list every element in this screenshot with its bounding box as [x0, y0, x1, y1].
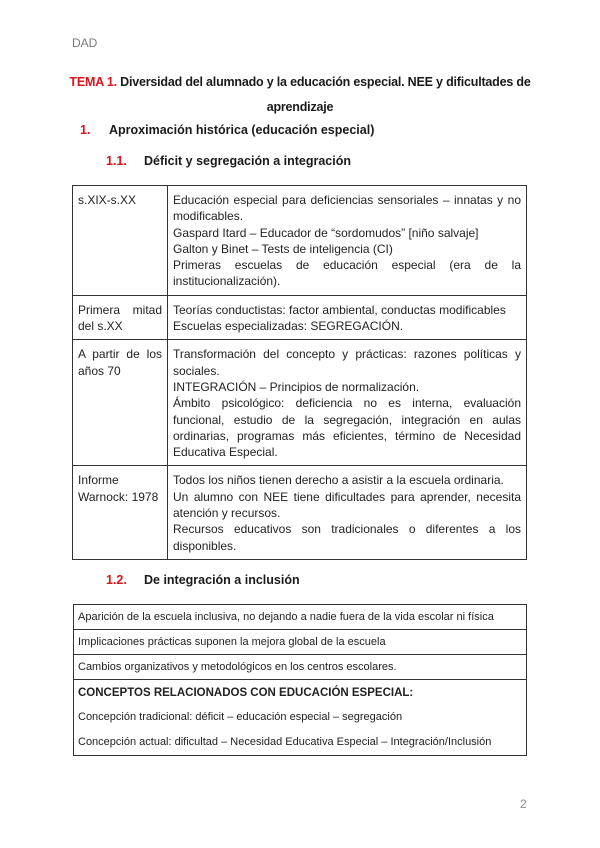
description-line: Ámbito psicológico: deficiencia no es interna, evaluación funcional, estudio de la segregación, integración en aulas ordinarias, programas más eficientes, término de Necesidad Educativa Especial. — [173, 396, 521, 460]
table-row — [73, 340, 527, 466]
document-title — [60, 70, 540, 120]
description-line: Primeras escuelas de educación especial (era de la institucionalización). — [173, 258, 521, 289]
page-number: 2 — [520, 797, 527, 811]
period-cell: s.XIX-s.XX — [73, 186, 168, 296]
title-text: Diversidad del alumnado y la educación especial. NEE y dificultades de aprendizaje — [116, 75, 531, 114]
section-heading-1-2 — [106, 573, 300, 587]
inclusion-cell: Implicaciones prácticas suponen la mejora global de la escuela — [74, 630, 527, 655]
section-title: Aproximación histórica (educación especial) — [109, 123, 375, 137]
inclusion-table — [73, 604, 527, 756]
section-heading-1-1 — [106, 154, 351, 168]
description-cell — [168, 466, 527, 559]
table-row — [74, 605, 527, 630]
section-number: 1.1. — [106, 154, 127, 168]
inclusion-cell: Aparición de la escuela inclusiva, no dejando a nadie fuera de la vida escolar ni física — [74, 605, 527, 630]
section-title: De integración a inclusión — [144, 573, 300, 587]
period-cell: Informe Warnock: 1978 — [73, 466, 168, 559]
concept-current: Concepción actual: dificultad – Necesidad Educativa Especial – Integración/Inclusión — [78, 736, 492, 748]
title-prefix: TEMA 1. — [69, 75, 117, 89]
description-line: Un alumno con NEE tiene dificultades para aprender, necesita atención y recursos. — [173, 489, 521, 521]
description-cell — [168, 186, 527, 296]
description-cell — [168, 340, 527, 466]
page-header: DAD — [72, 36, 98, 50]
section-number: 1.2. — [106, 573, 127, 587]
concepts-heading: CONCEPTOS RELACIONADOS CON EDUCACIÓN ESPECIAL: — [78, 687, 414, 699]
description-line: Teorías conductistas: factor ambiental, conductas modificables — [173, 302, 506, 317]
description-line: Galton y Binet – Tests de inteligencia (CI) — [173, 241, 393, 256]
inclusion-cell: Cambios organizativos y metodológicos en los centros escolares. — [74, 655, 527, 680]
history-table — [72, 185, 527, 560]
section-heading-1 — [80, 123, 374, 137]
table-row — [74, 630, 527, 655]
table-row — [73, 466, 527, 559]
description-line: Gaspard Itard – Educador de “sordomudos” [niño salvaje] — [173, 225, 479, 240]
section-number: 1. — [80, 123, 91, 137]
section-title: Déficit y segregación a integración — [144, 154, 352, 168]
period-cell: A partir de los años 70 — [73, 340, 168, 466]
description-line: Escuelas especializadas: SEGREGACIÓN. — [173, 319, 404, 334]
period-cell: Primera mitad del s.XX — [73, 295, 168, 340]
table-row — [74, 655, 527, 680]
description-line: Transformación del concepto y prácticas: razones políticas y sociales. — [173, 347, 521, 378]
description-line: INTEGRACIÓN – Principios de normalización. — [173, 379, 420, 394]
table-row — [73, 295, 527, 340]
table-row — [73, 186, 527, 296]
concepts-cell — [74, 680, 527, 756]
description-line: Educación especial para deficiencias sensoriales – innatas y no modificables. — [173, 193, 521, 224]
concept-traditional: Concepción tradicional: déficit – educación especial – segregación — [78, 711, 403, 723]
description-line: Todos los niños tienen derecho a asistir a la escuela ordinaria. — [173, 473, 504, 488]
description-cell — [168, 295, 527, 340]
table-row — [74, 680, 527, 756]
description-line: Recursos educativos son tradicionales o diferentes a los disponibles. — [173, 522, 521, 553]
